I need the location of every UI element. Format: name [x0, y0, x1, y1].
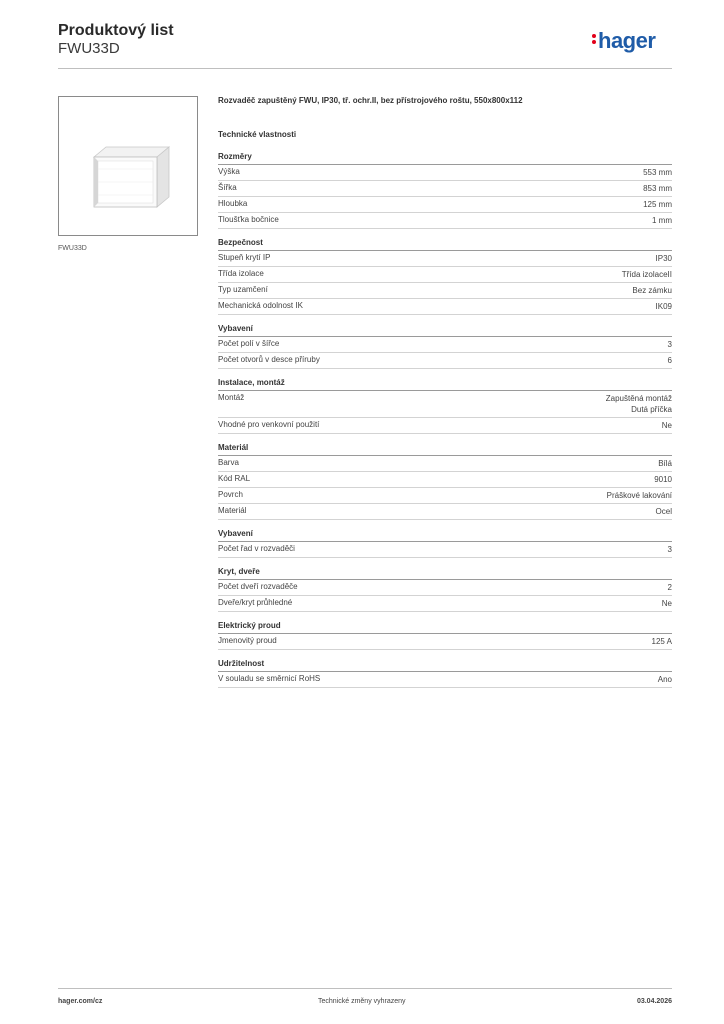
spec-row	[218, 596, 672, 612]
product-image-frame	[58, 96, 198, 236]
spec-value	[662, 420, 672, 431]
section-title: Bezpečnost	[218, 238, 672, 251]
spec-value	[643, 167, 672, 178]
technical-heading: Technické vlastnosti	[218, 130, 297, 139]
spec-row	[218, 337, 672, 353]
spec-label: Mechanická odolnost IK	[218, 301, 303, 310]
spec-value	[622, 269, 672, 280]
spec-value	[643, 199, 672, 210]
spec-value-line: 853 mm	[643, 184, 672, 193]
section-title: Instalace, montáž	[218, 378, 672, 391]
spec-row	[218, 283, 672, 299]
logo-text: hager	[598, 28, 656, 53]
spec-value-line: 9010	[654, 475, 672, 484]
footer-website[interactable]: hager.com/cz	[58, 998, 103, 1005]
spec-value	[654, 474, 672, 485]
spec-value-line: 6	[667, 356, 672, 365]
spec-label: Jmenovitý proud	[218, 636, 277, 645]
spec-label: Třída izolace	[218, 269, 264, 278]
spec-value	[668, 582, 672, 593]
product-details	[218, 96, 672, 697]
spec-value	[656, 506, 672, 517]
spec-value	[656, 301, 672, 312]
spec-row	[218, 391, 672, 418]
spec-row	[218, 353, 672, 369]
spec-section	[218, 152, 672, 229]
spec-section	[218, 378, 672, 434]
spec-value	[632, 285, 672, 296]
footer-date: 03.04.2026	[636, 998, 672, 1005]
spec-value-line: IK09	[655, 302, 672, 311]
section-title: Udržitelnost	[218, 659, 672, 672]
spec-label: Vhodné pro venkovní použití	[218, 420, 320, 429]
spec-label: Počet polí v šířce	[218, 339, 280, 348]
spec-label: Typ uzamčení	[218, 285, 268, 294]
spec-value-line: 2	[667, 583, 672, 592]
spec-value	[607, 490, 672, 501]
product-description: Rozvaděč zapuštěný FWU, IP30, tř. ochr.II, bez přístrojového roštu, 550x800x112	[218, 96, 523, 105]
spec-value	[662, 598, 672, 609]
spec-label: Počet řad v rozvaděči	[218, 544, 295, 553]
spec-row	[218, 472, 672, 488]
spec-value-line: Dutá příčka	[631, 405, 672, 414]
section-title: Elektrický proud	[218, 621, 672, 634]
spec-row	[218, 672, 672, 688]
section-title: Vybavení	[218, 529, 672, 542]
section-title: Kryt, dveře	[218, 567, 672, 580]
spec-section	[218, 238, 672, 315]
spec-value	[658, 674, 672, 685]
spec-value	[658, 458, 672, 469]
spec-label: Počet dveří rozvaděče	[218, 582, 298, 591]
spec-row	[218, 251, 672, 267]
spec-value	[643, 183, 672, 194]
spec-row	[218, 488, 672, 504]
spec-row	[218, 299, 672, 315]
spec-value-line: Ano	[657, 675, 672, 684]
spec-label: Dveře/kryt průhledné	[218, 598, 293, 607]
spec-value-line: Třída izolaceII	[621, 270, 672, 279]
logo-dots-icon	[592, 32, 597, 46]
spec-value-line: 553 mm	[643, 168, 672, 177]
section-title: Vybavení	[218, 324, 672, 337]
spec-value	[606, 393, 672, 415]
spec-value-line: Zapuštěná montáž	[605, 394, 672, 403]
cabinet-product-image	[59, 97, 197, 235]
spec-value	[668, 339, 672, 350]
spec-section	[218, 529, 672, 558]
spec-value	[656, 253, 672, 264]
spec-section	[218, 443, 672, 520]
spec-section	[218, 324, 672, 369]
spec-row	[218, 542, 672, 558]
spec-value-line: 125 A	[651, 637, 672, 646]
spec-label: Materiál	[218, 506, 247, 515]
spec-label: V souladu se směrnicí RoHS	[218, 674, 321, 683]
spec-value-line: 125 mm	[643, 200, 672, 209]
spec-row	[218, 580, 672, 596]
section-title: Rozměry	[218, 152, 672, 165]
spec-section	[218, 659, 672, 688]
hager-logo	[592, 28, 655, 54]
spec-label: Kód RAL	[218, 474, 251, 483]
spec-row	[218, 197, 672, 213]
spec-value-line: IP30	[655, 254, 672, 263]
spec-row	[218, 456, 672, 472]
spec-value-line: 3	[667, 545, 672, 554]
spec-label: Stupeň krytí IP	[218, 253, 271, 262]
spec-label: Montáž	[218, 393, 245, 402]
header-divider	[58, 68, 672, 69]
page-title: Produktový list	[58, 22, 174, 39]
spec-label: Barva	[218, 458, 239, 467]
spec-label: Výška	[218, 167, 240, 176]
spec-row	[218, 418, 672, 434]
spec-row	[218, 634, 672, 650]
spec-section	[218, 621, 672, 650]
spec-value	[668, 355, 672, 366]
spec-label: Šířka	[218, 183, 237, 192]
spec-value-line: Práškové lakování	[606, 491, 672, 500]
spec-value	[652, 215, 672, 226]
product-code: FWU33D	[58, 40, 120, 57]
section-title: Materiál	[218, 443, 672, 456]
spec-label: Povrch	[218, 490, 243, 499]
spec-value-line: Ne	[661, 421, 672, 430]
spec-value-line: Ne	[661, 599, 672, 608]
spec-label: Počet otvorů v desce příruby	[218, 355, 320, 364]
spec-value-line: 1 mm	[652, 216, 672, 225]
spec-value-line: Bez zámku	[632, 286, 672, 295]
spec-row	[218, 165, 672, 181]
spec-value	[668, 544, 672, 555]
page-header	[58, 21, 174, 58]
spec-sections	[218, 152, 672, 688]
footer-divider	[58, 988, 672, 989]
spec-value-line: 3	[667, 340, 672, 349]
product-image-caption: FWU33D	[58, 245, 87, 252]
spec-row	[218, 504, 672, 520]
spec-value	[652, 636, 672, 647]
footer-notice: Technické změny vyhrazeny	[318, 998, 406, 1005]
spec-section	[218, 567, 672, 612]
spec-row	[218, 213, 672, 229]
spec-value-line: Ocel	[655, 507, 672, 516]
spec-row	[218, 267, 672, 283]
spec-label: Hloubka	[218, 199, 248, 208]
spec-label: Tloušťka bočnice	[218, 215, 279, 224]
spec-row	[218, 181, 672, 197]
spec-value-line: Bílá	[658, 459, 672, 468]
